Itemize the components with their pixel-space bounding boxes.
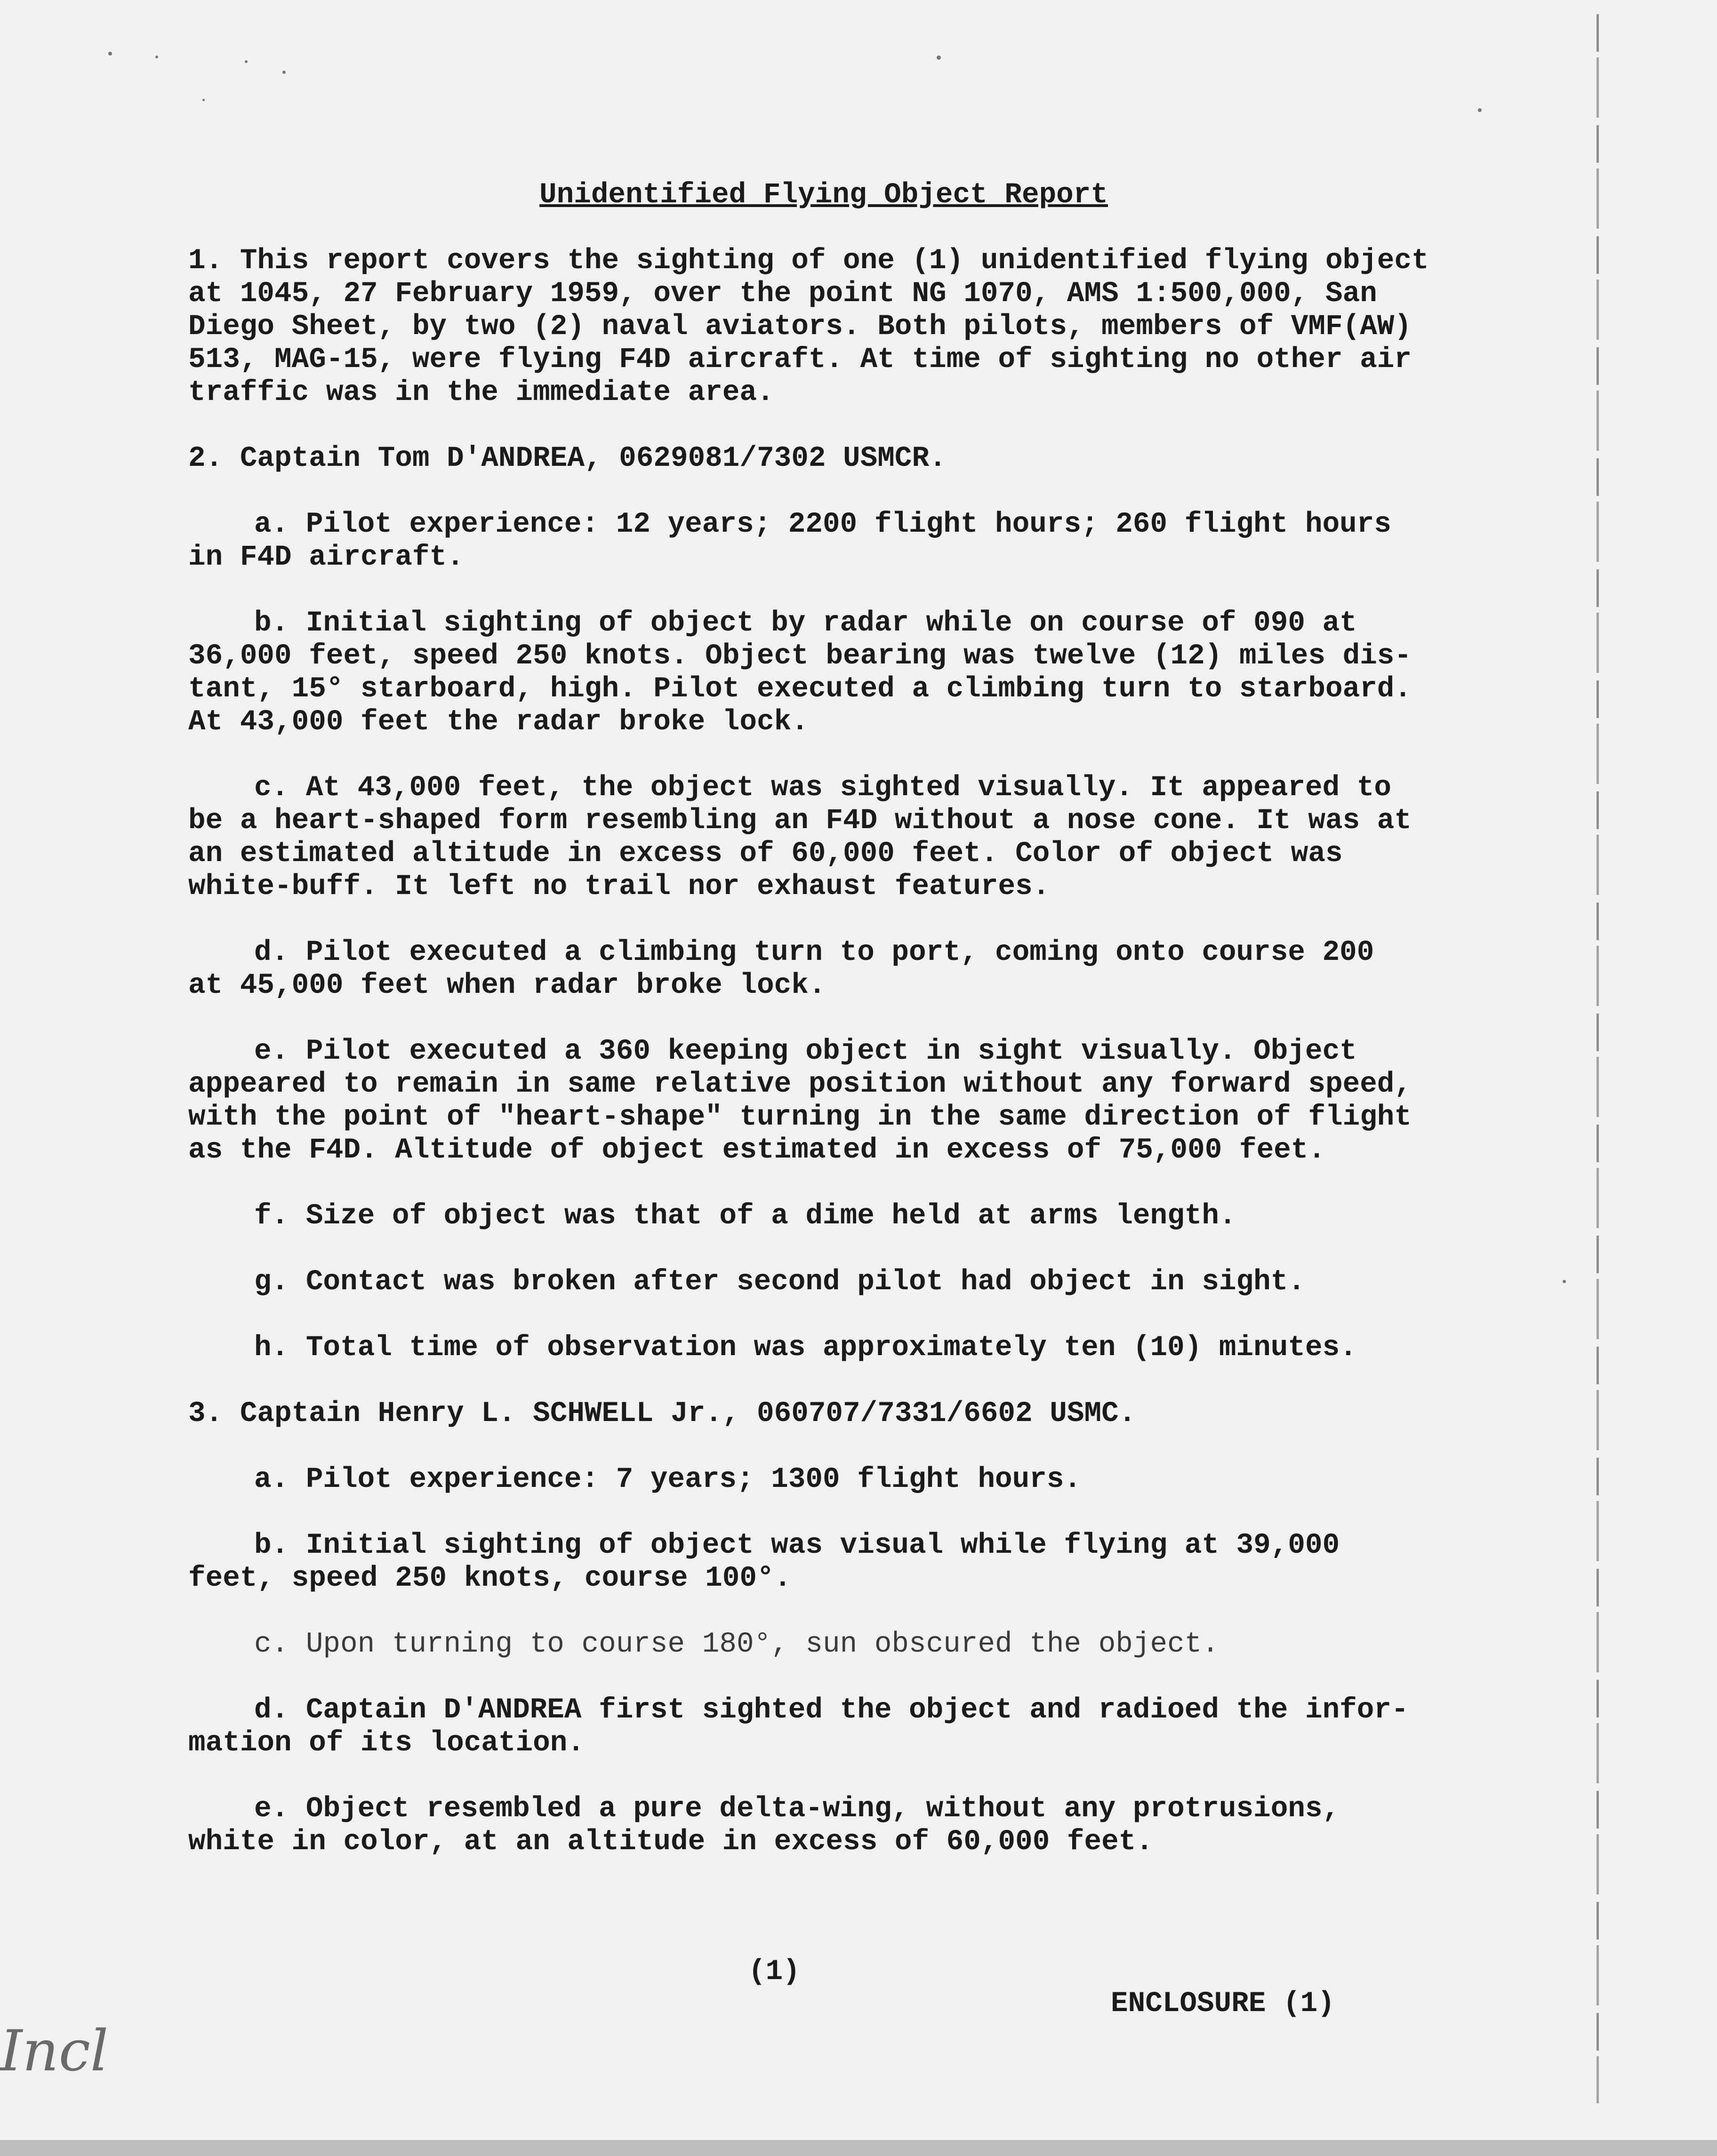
page-edge-line	[1597, 14, 1599, 2103]
paragraph-2b	[188, 607, 1459, 739]
text-line: e. Object resembled a pure delta-wing, without any protrusions,	[254, 1793, 1340, 1825]
report-title: Unidentified Flying Object Report	[539, 179, 1108, 211]
paragraph-3b	[188, 1529, 1459, 1595]
text-line: white in color, at an altitude in excess of 60,000 feet.	[188, 1826, 1153, 1858]
paragraph-1	[188, 245, 1459, 409]
handwritten-note: Incl	[0, 2019, 109, 2084]
text-line: c. At 43,000 feet, the object was sighted visually. It appeared to	[254, 772, 1391, 804]
text-line: at 45,000 feet when radar broke lock.	[188, 969, 826, 1002]
paragraph-2f: f. Size of object was that of a dime held at arms length.	[254, 1200, 1236, 1232]
text-line: with the point of "heart-shape" turning in the same direction of flight	[188, 1101, 1412, 1134]
paragraph-2d	[188, 936, 1459, 1002]
enclosure-label: ENCLOSURE (1)	[1111, 1988, 1335, 2020]
text-line: at 1045, 27 February 1959, over the point NG 1070, AMS 1:500,000, San	[188, 278, 1377, 310]
text-line: traffic was in the immediate area.	[188, 376, 774, 409]
text-line: an estimated altitude in excess of 60,000 feet. Color of object was	[188, 838, 1343, 870]
scan-border	[0, 2140, 1717, 2156]
text-line: 1. This report covers the sighting of one (1) unidentified flying object	[188, 245, 1429, 277]
paragraph-2g: g. Contact was broken after second pilot had object in sight.	[254, 1266, 1305, 1298]
text-line: e. Pilot executed a 360 keeping object in sight visually. Object	[254, 1035, 1357, 1068]
text-line: in F4D aircraft.	[188, 541, 464, 574]
paragraph-2h: h. Total time of observation was approximately ten (10) minutes.	[254, 1332, 1357, 1364]
paragraph-3e	[188, 1793, 1459, 1859]
text-line: d. Pilot executed a climbing turn to port, coming onto course 200	[254, 936, 1374, 969]
paragraph-2-heading: 2. Captain Tom D'ANDREA, 0629081/7302 USMCR.	[188, 442, 947, 475]
text-line: d. Captain D'ANDREA first sighted the object and radioed the infor-	[254, 1694, 1409, 1726]
text-line: b. Initial sighting of object by radar while on course of 090 at	[254, 607, 1357, 639]
paragraph-2c	[188, 772, 1459, 903]
report-body	[188, 179, 1459, 1892]
text-line: tant, 15° starboard, high. Pilot executed a climbing turn to starboard.	[188, 673, 1412, 705]
text-line: At 43,000 feet the radar broke lock.	[188, 706, 809, 738]
paragraph-2e	[188, 1035, 1459, 1167]
text-line: 513, MAG-15, were flying F4D aircraft. At time of sighting no other air	[188, 343, 1412, 376]
page-number: (1)	[748, 1956, 800, 1988]
text-line: b. Initial sighting of object was visual while flying at 39,000	[254, 1529, 1340, 1562]
paragraph-3-heading: 3. Captain Henry L. SCHWELL Jr., 060707/7331/6602 USMC.	[188, 1397, 1136, 1430]
text-line: a. Pilot experience: 12 years; 2200 flight hours; 260 flight hours	[254, 508, 1391, 541]
text-line: be a heart-shaped form resembling an F4D without a nose cone. It was at	[188, 805, 1412, 837]
text-line: feet, speed 250 knots, course 100°.	[188, 1562, 792, 1595]
text-line: mation of its location.	[188, 1727, 585, 1759]
text-line: white-buff. It left no trail nor exhaust features.	[188, 870, 1050, 903]
text-line: Diego Sheet, by two (2) naval aviators. Both pilots, members of VMF(AW)	[188, 311, 1412, 343]
paragraph-2a	[188, 508, 1459, 574]
text-line: appeared to remain in same relative position without any forward speed,	[188, 1068, 1412, 1101]
paragraph-3d	[188, 1694, 1459, 1760]
text-line: 36,000 feet, speed 250 knots. Object bearing was twelve (12) miles dis-	[188, 640, 1412, 672]
paragraph-3c: c. Upon turning to course 180°, sun obscured the object.	[254, 1628, 1219, 1661]
text-line: as the F4D. Altitude of object estimated in excess of 75,000 feet.	[188, 1134, 1325, 1166]
paragraph-3a: a. Pilot experience: 7 years; 1300 flight hours.	[254, 1463, 1082, 1496]
